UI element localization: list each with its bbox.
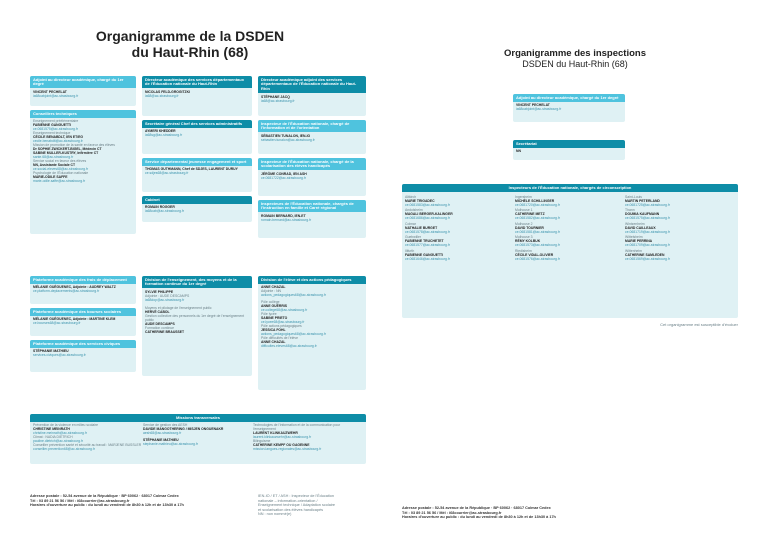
- email-link[interactable]: actions_pedagogiques68@ac-strasbourg.fr: [261, 332, 326, 337]
- place-label: Wittenheim: [625, 248, 642, 253]
- place-label: Mulhouse 2: [515, 221, 533, 226]
- person-name: DAVIDE MANGOTHERING / MISJEN ONGUENAKR: [143, 427, 224, 432]
- place-label: Altkirch: [405, 194, 417, 199]
- email-link[interactable]: ia68sg@ac-strasbourg.fr: [145, 133, 183, 138]
- place-label: Andolsheim: [405, 208, 423, 213]
- card-secretaire-general: [142, 120, 252, 154]
- card-header: Plateforme académique des frais de déplacement: [30, 276, 136, 284]
- person-name: SABINE MULLER-KUSTRY, Infirmière CT: [33, 151, 99, 156]
- footer-line: nationale – information-orientation /: [258, 498, 318, 503]
- person-name: DAVID TOURNIER: [515, 225, 544, 230]
- circonscription-item: [625, 249, 735, 261]
- card-header: Service départemental jeunesse engagement et sport: [142, 158, 252, 166]
- place-label: Thann: [625, 208, 635, 213]
- card-cabinet: [142, 196, 252, 222]
- email-link[interactable]: ce.0681720@ac-strasbourg.fr: [515, 202, 560, 207]
- email-link[interactable]: services.civiques@ac-strasbourg.fr: [33, 353, 86, 358]
- email-link[interactable]: ce.0681573@ac-strasbourg.fr: [515, 243, 560, 248]
- place-label: Guebwiller: [405, 235, 422, 240]
- person-name: STÉPHANIE MATHIEU: [33, 349, 69, 354]
- email-link[interactable]: laurent.klinkauzwehr@ac-strasbourg.fr: [253, 435, 312, 440]
- inspecteurs-col-2: [515, 195, 625, 263]
- email-link[interactable]: ce.0681719@ac-strasbourg.fr: [625, 229, 670, 234]
- email-link[interactable]: ce.0681578@ac-strasbourg.fr: [405, 229, 450, 234]
- page-title: [80, 28, 300, 60]
- email-link[interactable]: christine.meinrath@ac-strasbourg.fr: [33, 431, 87, 436]
- circonscription-item: [515, 208, 625, 220]
- person-name: FABIENNE TRUCHETET: [405, 239, 444, 244]
- circonscription-item: [625, 195, 735, 207]
- person-name: MARIE TRIGADEC: [405, 198, 435, 203]
- person-name: MÉLANIE GUÉGUENEC, Adjointe : MARTINE KLEM: [33, 317, 116, 322]
- deputy-label: Adjointe : AUDE DESCAMPS: [145, 293, 190, 298]
- card-r-secretariat: [513, 140, 625, 160]
- person-name: SÉBASTIEN TUNALON, IEN-IO: [261, 133, 311, 138]
- person-name: JÉRÔME CONRAD, IEN ASH: [261, 171, 307, 176]
- section-label: Pôle collège: [261, 300, 280, 305]
- person-name: STÉPHANIE MATHIEU: [143, 438, 179, 443]
- card-plateforme-bourses: [30, 308, 136, 336]
- place-label: Illfurth: [405, 248, 415, 253]
- place-label: Saint-Louis: [625, 194, 642, 199]
- footer-line: Tél : 03 89 21 56 56 / Mél : i68courrier@ac-strasbourg.fr: [30, 498, 130, 503]
- email-link[interactable]: aesh68@ac-strasbourg.fr: [143, 431, 182, 436]
- email-link[interactable]: romain.bernard@ac-strasbourg.fr: [261, 217, 312, 222]
- card-division-enseignement: [142, 276, 252, 376]
- person-name: NICOLAS FELD-GROGITZKI: [145, 89, 191, 94]
- evolution-note: Cet organigramme est susceptible d'évoluer: [660, 322, 738, 327]
- email-link[interactable]: difficultes.eleves68@ac-strasbourg.fr: [261, 344, 317, 349]
- person-name: CATHERINE METZ: [515, 212, 545, 217]
- card-header: Missions transversales: [30, 414, 366, 422]
- place-label: Ingersheim: [515, 194, 532, 199]
- place-label: Wittelsheim: [625, 235, 643, 240]
- email-link[interactable]: ce.lycee68@ac-strasbourg.fr: [261, 320, 305, 325]
- inspecteurs-col-1: [405, 195, 515, 263]
- email-link[interactable]: ce.0681582@ac-strasbourg.fr: [515, 216, 560, 221]
- section-label: Pôle difficultés de l'élève: [261, 336, 298, 341]
- circonscription-item: [515, 195, 625, 207]
- person-name: CATHERINE SAMLEDEN: [625, 252, 665, 257]
- email-link[interactable]: ce.0681646@ac-strasbourg.fr: [405, 256, 450, 261]
- email-link[interactable]: ce.0681577@ac-strasbourg.fr: [405, 243, 450, 248]
- footer-address-right: [402, 506, 642, 520]
- section-label: Climat : NADIA DIETRICH: [33, 435, 73, 440]
- circonscription-item: [515, 222, 625, 234]
- email-link[interactable]: ce.0681725@ac-strasbourg.fr: [625, 202, 670, 207]
- place-label: Riedisheim: [515, 248, 532, 253]
- section-label: Moyens et pilotage de l'enseignement public: [145, 305, 212, 310]
- circonscription-item: [405, 208, 515, 220]
- circonscription-item: [625, 222, 735, 234]
- email-link[interactable]: conseiller.prevention68@ac-strasbourg.fr: [33, 447, 95, 452]
- person-name: CÉCILE BENABDLT, IEN ET/EG: [33, 135, 84, 140]
- person-name: MAGALI BERGER-KALINGER: [405, 212, 453, 217]
- person-name: LAURENT KLINKAUZWEHR: [253, 431, 298, 436]
- email-link[interactable]: pauline.dietrich@ac-strasbourg.fr: [33, 439, 83, 444]
- card-header: Division de l'enseignement, des moyens et de la formation continue du 1er degré: [142, 276, 252, 288]
- card-header: Inspecteur de l'Éducation nationale, chargé de la scolarisation des élèves handicapés: [258, 158, 366, 170]
- missions-col-3: [253, 423, 363, 451]
- card-header: Directeur académique adjoint des services départementaux de l'Éducation nationale du Haut-Rhin: [258, 76, 366, 93]
- card-directeur-academique: [142, 76, 252, 116]
- person-name: AUDE DESCAMPS: [145, 321, 175, 326]
- email-link[interactable]: marie-odile.saffe@ac-strasbourg.fr: [33, 179, 86, 184]
- email-link[interactable]: ce.platform-deplacements@ac-strasbourg.fr: [33, 289, 100, 294]
- section-label: Enseignement préélémentaire: [33, 119, 79, 124]
- email-link[interactable]: ce.0681569@ac-strasbourg.fr: [625, 256, 670, 261]
- circonscription-item: [405, 249, 515, 261]
- footer-line: Enseignement technique / Adaptation scolaire: [258, 503, 336, 508]
- person-name: DAVID CAILLEAUX: [625, 225, 656, 230]
- footer-line: Horaires d'ouverture au public : du lundi au vendredi de 8h30 à 12h et de 13h30 à 17h: [402, 515, 556, 520]
- email-link[interactable]: ia68@ac-strasbourg.fr: [145, 93, 179, 98]
- person-name: THOMAS GUTHMANN, Chef de SDJES, LAURENT DURUY: [145, 167, 238, 172]
- person-name: CHRISTINE MEINRATH: [33, 427, 70, 432]
- person-name: AYMERI KHEDDER: [145, 129, 176, 134]
- email-link[interactable]: ce.0681583@ac-strasbourg.fr: [405, 202, 450, 207]
- person-name: ANNE CHAZAL: [261, 285, 286, 290]
- email-link[interactable]: ce.bourses68@ac-strasbourg.fr: [33, 321, 81, 326]
- card-r-adjoint-1er-degre: [513, 94, 625, 122]
- circonscription-item: [405, 222, 515, 234]
- page-title-line2: du Haut-Rhin (68): [131, 44, 249, 60]
- email-link[interactable]: ia68cabjoint@ac-strasbourg.fr: [33, 93, 79, 98]
- card-missions-transversales: [30, 414, 366, 464]
- section-label: Prévention de la violence en milieu scolaire: [33, 423, 99, 428]
- person-name: FABIENNE GANGUETTI: [33, 123, 72, 128]
- card-adjoint-1er-degre: [30, 76, 136, 106]
- email-link[interactable]: ce.college68@ac-strasbourg.fr: [261, 308, 308, 313]
- section-label: Bilinguisme: [253, 439, 271, 444]
- section-label: Service de gestion des AESH: [143, 423, 188, 428]
- email-link[interactable]: stephanie.mathieu@ac-strasbourg.fr: [143, 442, 198, 447]
- email-link[interactable]: ce.sdjes68@ac-strasbourg.fr: [145, 171, 189, 176]
- email-link[interactable]: ia68cabjoint@ac-strasbourg.fr: [516, 107, 562, 112]
- card-division-eleve: [258, 276, 366, 390]
- section-label: Gestion collective des personnels du 1er degré de l'enseignement public: [145, 313, 245, 322]
- person-name: DOUMIA KAUFMANN: [625, 212, 660, 217]
- card-header: Plateforme académique des services civiques: [30, 340, 136, 348]
- person-name: SYLVIE PHILIPPE: [145, 289, 174, 294]
- person-name: NN, Assistante Sociale CT: [33, 163, 76, 168]
- section-label: Conseiller prévention santé et sécurité au travail : MARJENE BUSSLER: [33, 443, 142, 448]
- person-name: MICHÈLE SCHILLINGER: [515, 198, 555, 203]
- email-link[interactable]: sebastien.tunalon@ac-strasbourg.fr: [261, 137, 315, 142]
- circonscription-item: [405, 235, 515, 247]
- circonscription-item: [515, 235, 625, 247]
- person-name: VINCENT PECHELAT: [33, 89, 67, 94]
- person-name: NATHALIE BURGET: [405, 225, 438, 230]
- card-header: Secrétariat: [513, 140, 625, 148]
- section-label: Technologies de l'information et de la communication pour l'enseignement: [253, 423, 341, 432]
- email-link[interactable]: sante.68@ac-strasbourg.fr: [33, 155, 74, 160]
- email-link[interactable]: ia68dop@ac-strasbourg.fr: [145, 297, 185, 302]
- circonscription-item: [625, 208, 735, 220]
- footer-abbreviations: [258, 494, 366, 517]
- footer-line: Adresse postale : 52-54 avenue de la République · BP 60062 · 68017 Colmar Cedex: [402, 506, 551, 510]
- email-link[interactable]: ce.social-eleves68@ac-strasbourg.fr: [33, 167, 89, 172]
- person-name: RÉMY KOLBUK: [515, 239, 541, 244]
- section-label: Pôle actions pédagogiques: [261, 324, 302, 329]
- card-header: Division de l'élève et des actions pédagogiques: [258, 276, 366, 284]
- email-link[interactable]: ce.0681722@ac-strasbourg.fr: [261, 175, 306, 180]
- person-name: JESSICA FOHL: [261, 328, 286, 333]
- person-name: FABIENNE GANGUETTI: [405, 252, 444, 257]
- person-name: STÉPHANE JACQ: [261, 94, 290, 99]
- person-name: CÉCILE VIDAL-OLIVIER: [515, 252, 554, 257]
- person-name: CATHERINE BRAUSSET: [145, 329, 185, 334]
- card-header: Adjoint au directeur académique, chargé du 1er degré: [30, 76, 136, 88]
- person-name: MARTIN PETERLAND: [625, 198, 660, 203]
- email-link[interactable]: ce.0681575@ac-strasbourg.fr: [625, 216, 670, 221]
- place-label: Mulhouse 3: [515, 235, 533, 240]
- card-sdjes: [142, 158, 252, 192]
- card-inspecteurs-circonscription: [402, 184, 738, 318]
- footer-line: IEN-IO / ET / ASH : Inspecteur de l'Éducation: [258, 494, 334, 498]
- circonscription-item: [625, 235, 735, 247]
- section-label: Enseignement technique: [33, 131, 71, 136]
- inspections-title-line1: Organigramme des inspections: [503, 48, 646, 59]
- footer-line: Horaires d'ouverture au public : du lundi au vendredi de 8h30 à 12h et de 13h30 à 17h: [30, 503, 184, 508]
- card-ien-information-orientation: [258, 120, 366, 154]
- email-link[interactable]: ia68cab@ac-strasbourg.fr: [145, 209, 185, 214]
- missions-col-2: [143, 423, 253, 451]
- person-name: HERVÉ CABOL: [145, 309, 170, 314]
- place-label: Colmar: [405, 221, 416, 226]
- person-name: MÉLANIE GUÉGUENEC, Adjointe : AUDREY WALTZ: [33, 285, 116, 290]
- inspecteurs-col-3: [625, 195, 735, 263]
- person-name: ANNE GUÉRRIS: [261, 304, 287, 309]
- card-directeur-adjoint: [258, 76, 366, 116]
- card-plateforme-deplacements: [30, 276, 136, 304]
- card-header: Inspecteurs de l'Éducation nationale, chargés de l'instruction en famille et Carré régional: [258, 200, 366, 212]
- section-label: Mission de promotion de la santé en faveur des élèves: [33, 143, 115, 148]
- card-header: Adjoint au directeur académique, chargé du 1er degré: [513, 94, 625, 102]
- card-header: Secrétaire général Chef des services administratifs: [142, 120, 252, 128]
- card-header: Cabinet: [142, 196, 252, 204]
- person-name: Dr SOPHIE ZWICKERT-BIGEL, Médecin CT: [33, 147, 102, 152]
- section-label: Formation continue: [145, 325, 175, 330]
- person-name: ROMAIN BERNARD, IEN-ET: [261, 213, 306, 218]
- email-link[interactable]: ia68@ac-strasbourg.fr: [261, 98, 295, 103]
- person-name: SABINE PRIETO: [261, 316, 288, 321]
- card-ien-instruction-famille: [258, 200, 366, 238]
- person-name: MARIE PERRINA: [625, 239, 653, 244]
- email-link[interactable]: ce.0681576@ac-strasbourg.fr: [515, 256, 560, 261]
- card-header: Conseillers techniques: [30, 110, 136, 118]
- page-title-line1: Organigramme de la DSDEN: [95, 28, 285, 44]
- card-header: Plateforme académique des bourses scolaires: [30, 308, 136, 316]
- email-link[interactable]: ce.0681575@ac-strasbourg.fr: [33, 127, 78, 132]
- inspections-title-line2: DSDEN du Haut-Rhin (68): [522, 59, 628, 69]
- person-name: NN: [516, 149, 521, 154]
- card-header: Directeur académique des services départementaux de l'Éducation nationale du Haut-Rhin: [142, 76, 252, 88]
- footer-line: Tél : 03 89 21 56 56 / Mél : i68courrier@ac-strasbourg.fr: [402, 510, 502, 515]
- person-name: ANNE CHAZAL: [261, 340, 286, 345]
- card-plateforme-services-civiques: [30, 340, 136, 372]
- place-label: Mulhouse 1: [515, 208, 533, 213]
- person-name: MARIE-ODILE SAFFE: [33, 175, 68, 180]
- email-link[interactable]: ce.0681581@ac-strasbourg.fr: [515, 229, 560, 234]
- section-label: Pôle lycée: [261, 312, 277, 317]
- email-link[interactable]: ce.0681686@ac-strasbourg.fr: [405, 216, 450, 221]
- card-header: Inspecteur de l'Éducation nationale, chargé de l'information et de l'orientation: [258, 120, 366, 132]
- missions-col-1: [33, 423, 143, 451]
- place-label: Wintzenheim: [625, 221, 645, 226]
- section-label: Service social en faveur des élèves: [33, 159, 87, 164]
- deputy-label: Adjointe : NN: [261, 289, 281, 294]
- section-label: Psychologie de l'Éducation nationale: [33, 171, 89, 176]
- card-ien-handicap: [258, 158, 366, 196]
- email-link[interactable]: mission.langues-regionales@ac-strasbourg.fr: [253, 447, 322, 452]
- footer-address-left: [30, 494, 250, 508]
- card-conseillers-techniques: [30, 110, 136, 234]
- footer-line: Adresse postale : 52-54 avenue de la République · BP 60062 · 68017 Colmar Cedex: [30, 494, 179, 498]
- email-link[interactable]: cecile.benabdlt@ac-strasbourg.fr: [33, 139, 83, 144]
- person-name: ROMAIN ROGGER: [145, 205, 175, 210]
- circonscription-item: [515, 249, 625, 261]
- footer-line: NN : non nommé(e): [258, 512, 292, 517]
- person-name: VINCENT PECHELAT: [516, 103, 550, 108]
- circonscription-item: [405, 195, 515, 207]
- person-name: CATHERINE KEMPF OU GAGENNE: [253, 443, 310, 448]
- inspections-title: [490, 48, 660, 70]
- card-header: Inspecteurs de l'Éducation nationale, chargés de circonscription: [402, 184, 738, 192]
- email-link[interactable]: ce.0681709@ac-strasbourg.fr: [625, 243, 670, 248]
- email-link[interactable]: actions_pedagogiques68@ac-strasbourg.fr: [261, 293, 326, 298]
- footer-line: et scolarisation des élèves handicapés: [258, 507, 324, 512]
